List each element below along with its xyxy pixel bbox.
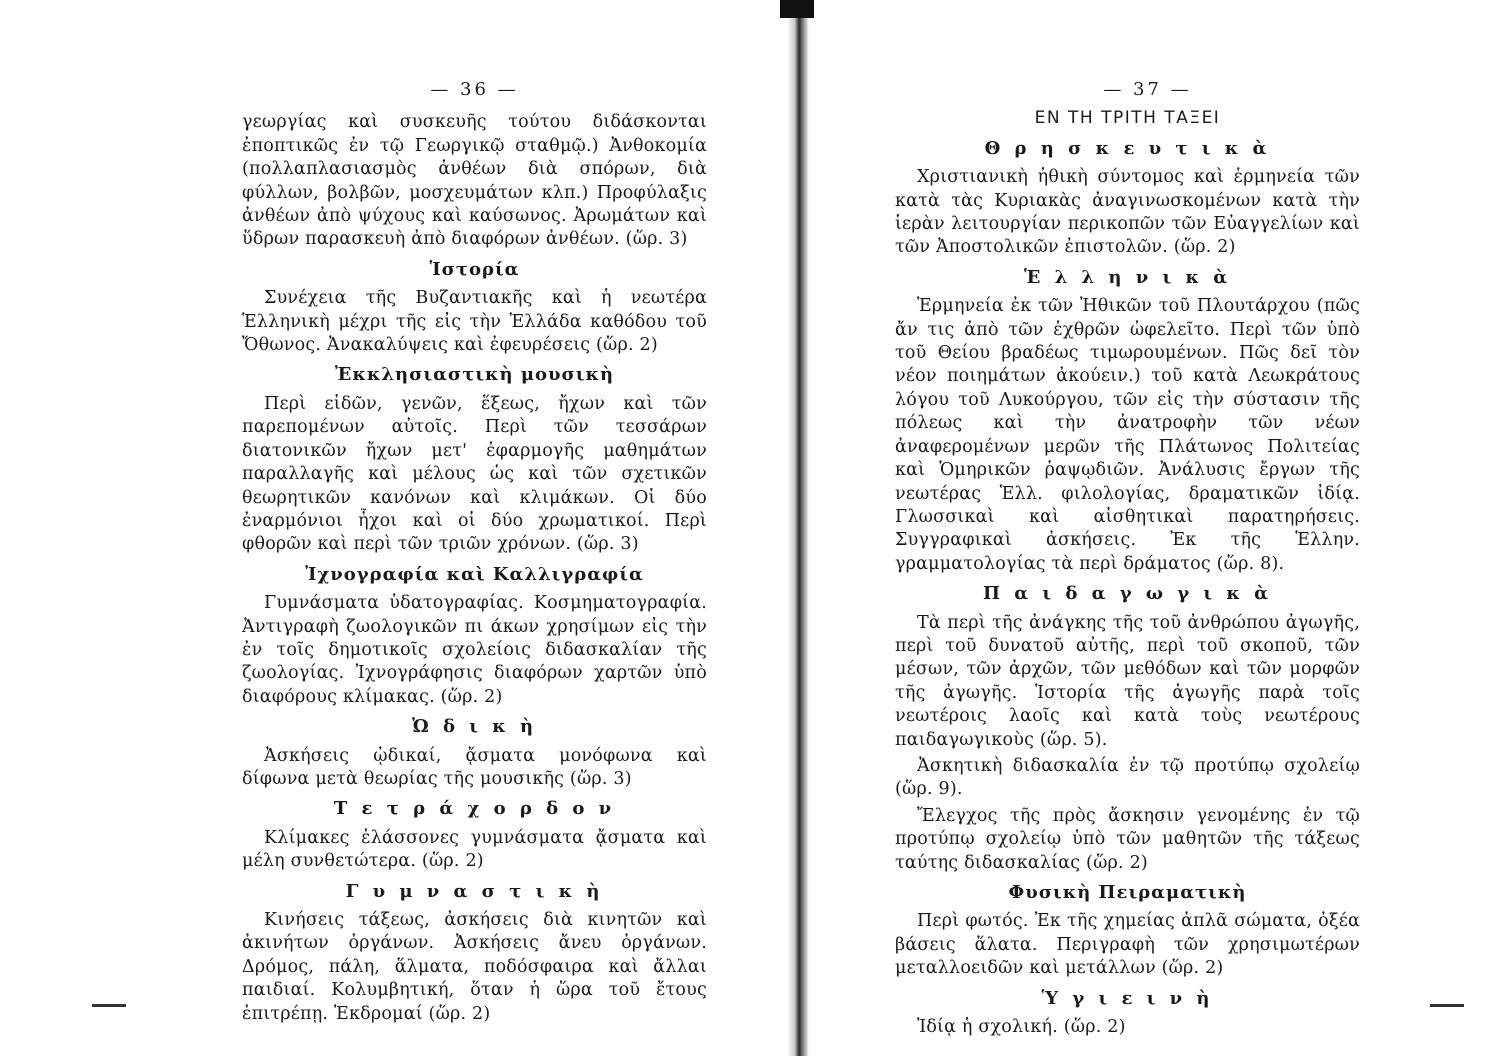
section-text-hygiene: Ἰδίᾳ ἡ σχολική. (ὥρ. 2)	[917, 1017, 1126, 1038]
right-page	[895, 78, 1360, 1042]
section-heading-pedagogy: Π α ι δ α γ ω γ ι κ ὰ	[982, 583, 1273, 605]
section-heading-tetrachord: Τ ε τ ρ ά χ ο ρ δ ο ν	[333, 798, 616, 820]
section-heading-physics: Φυσικὴ Πειραματικὴ	[1008, 882, 1247, 903]
section-text-pedagogy-3: Ἔλεγχος τῆς πρὸς ἄσκησιν γενομένης ἐν τῷ προτύπῳ σχολείῳ ὑπὸ τῶν μαθητῶν τῆς τάξεως ταύτης διδασκαλίας (ὥρ. 2)	[895, 805, 1360, 873]
section-heading-history: Ἱστορία	[429, 258, 520, 280]
page-number: — 36 —	[430, 79, 519, 100]
section-heading-singing: Ὠ δ ι κ ὴ	[411, 716, 538, 738]
section-heading-gymnastics: Γ υ μ ν α σ τ ι κ ὴ	[345, 880, 604, 902]
section-text-greek: Ἑρμηνεία ἐκ τῶν Ἠθικῶν τοῦ Πλουτάρχου (πῶς ἄν τις ἀπὸ τῶν ἐχθρῶν ὠφελεῖτο. Περὶ τῶν ὑπὸ τοῦ Θείου βραδέως τιμωρουμένων. Πῶς δεῖ τὸν νέον ποιημάτων ἀκούειν.) τοῦ κατὰ Λεωκράτους λόγου τοῦ Λυκούργου, τῶν εἰς τὴν σύστασιν τῆς πόλεως καὶ τὴν ἀνατροφὴν τῶν νέων ἀναφερομένων μερῶν τῆς Πλάτωνος Πολιτείας καὶ Ὁμηρικῶν ῥαψῳδιῶν. Ἀνάλυσις ἔργων τῆς νεωτέρας Ἑλλ. φιλολογίας, δραματικῶν ἰδίᾳ. Γλωσσικαὶ καὶ αἰσθητικαὶ παρατηρήσεις. Συγγραφικαὶ ἀσκήσεις. Ἐκ τῆς Ἑλλην. γραμματολογίας τὰ περὶ δράματος (ὥρ. 8).	[895, 296, 1360, 574]
crop-mark	[1430, 1004, 1464, 1007]
section-heading-drawing: Ἰχνογραφία καὶ Καλλιγραφία	[305, 563, 644, 585]
section-text-tetrachord: Κλίμακες ἐλάσσονες γυμνάσματα ᾄσματα καὶ μέλη συνθετώτερα. (ὥρ. 2)	[242, 827, 707, 872]
section-text-religion: Χριστιανικὴ ἠθικὴ σύντομος καὶ ἑρμηνεία τῶν κατὰ τὰς Κυριακὰς ἀναγινωσκομένων κατὰ τὴν ἱερὰν λειτουργίαν περικοπῶν τῶν Εὐαγγελίων καὶ τῶν Ἀποστολικῶν ἐπιστολῶν. (ὥρ. 2)	[895, 167, 1360, 258]
book-gutter	[787, 0, 809, 1056]
section-text-gymnastics: Κινήσεις τάξεως, ἀσκήσεις διὰ κινητῶν καὶ ἀκινήτων ὀργάνων. Ἀσκήσεις ἄνευ ὀργάνων. Δρόμος, πάλη, ἅλματα, ποδόσφαιρα καὶ ἄλλαι παιδιαί. Κολυμβητική, ὅταν ἡ ὥρα τοῦ ἔτους ἐπιτρέπῃ. Ἐκδρομαί (ὥρ. 2)	[242, 910, 707, 1024]
section-heading-greek: Ἑ λ λ η ν ι κ ὰ	[1023, 266, 1232, 288]
page-number: — 37 —	[1103, 79, 1192, 100]
crop-mark	[92, 1004, 126, 1007]
section-text-history: Συνέχεια τῆς Βυζαντιακῆς καὶ ἡ νεωτέρα Ἑλληνικὴ μέχρι τῆς εἰς τὴν Ἑλλάδα καθόδου τοῦ Ὄθωνος. Ἀνακαλύψεις καὶ ἐφευρέσεις (ὥρ. 2)	[242, 288, 707, 356]
class-title: ΕΝ ΤΗ ΤΡΙΤΗ ΤΑΞΕΙ	[1034, 108, 1221, 129]
section-text-church-music: Περὶ εἰδῶν, γενῶν, ἕξεως, ἤχων καὶ τῶν παρεπομένων αὐτοῖς. Περὶ τῶν τεσσάρων διατονικῶν ἤχων μετ' ἐφαρμογῆς μαθημάτων παραλλαγῆς καὶ μέλους ὡς καὶ τῶν σχετικῶν θεωρητικῶν κανόνων καὶ κλιμάκων. Οἱ δύο ἐναρμόνιοι ἦχοι καὶ οἱ δύο χρωματικοί. Περὶ φθορῶν καὶ περὶ τῶν τριῶν χρόνων. (ὥρ. 3)	[242, 393, 707, 555]
section-heading-hygiene: Ὑ γ ι ε ι ν ὴ	[1041, 987, 1214, 1009]
binding-mark	[780, 0, 814, 18]
left-page	[242, 78, 707, 1029]
section-text-singing: Ἀσκήσεις ᾠδικαί, ᾄσματα μονόφωνα καὶ δίφωνα μετὰ θεωρίας τῆς μουσικῆς (ὥρ. 3)	[242, 745, 707, 789]
section-text-physics: Περὶ φωτός. Ἐκ τῆς χημείας ἁπλᾶ σώματα, ὀξέα βάσεις ἅλατα. Περιγραφὴ τῶν χρησιμωτέρων μεταλλοειδῶν καὶ μετάλλων (ὥρ. 2)	[895, 911, 1360, 979]
section-heading-church-music: Ἐκκλησιαστικὴ μουσικὴ	[334, 364, 615, 386]
section-text-pedagogy-2: Ἀσκητικὴ διδασκαλία ἐν τῷ προτύπῳ σχολείῳ (ὥρ. 9).	[895, 755, 1360, 800]
section-text-pedagogy-1: Τὰ περὶ τῆς ἀνάγκης τῆς τοῦ ἀνθρώπου ἀγωγῆς, περὶ τοῦ δυνατοῦ αὐτῆς, περὶ τοῦ σκοποῦ, τῶν μέσων, τῶν ἀρχῶν, τῶν μεθόδων καὶ τῶν μορφῶν τῆς ἀγωγῆς. Ἱστορία τῆς ἀγωγῆς παρὰ τοῖς νεωτέροις λαοῖς καὶ κατὰ τοὺς νεωτέρους παιδαγωγικοὺς (ὥρ. 5).	[895, 612, 1360, 750]
section-text-drawing: Γυμνάσματα ὑδατογραφίας. Κοσμηματογραφία. Ἀντιγραφὴ ζωολογικῶν πι άκων χρησίμων εἰς τὴν ἐν τοῖς δημοτικοῖς σχολείοις διδασκαλίαν τῆς ζωολογίας. Ἰχνογράφησις διαφόρων χαρτῶν ὑπὸ διαφόρους κλίμακας. (ὥρ. 2)	[242, 593, 707, 707]
intro-paragraph: γεωργίας καὶ συσκευῆς τούτου διδάσκονται ἐποπτικῶς ἐν τῷ Γεωργικῷ σταθμῷ.) Ἀνθοκομία (πολλαπλασιασμὸς ἀνθέων διὰ σπόρων, διὰ φύλλων, βολβῶν, μοσχευμάτων κλπ.) Προφύλαξις ἀνθέων ἀπὸ ψύχους καὶ καύσωνος. Ἀρωμάτων καὶ ὕδρων παρασκευὴ ἀπὸ διαφόρων ἀνθέων. (ὥρ. 3)	[242, 112, 707, 250]
section-heading-religion: Θ ρ η σ κ ε υ τ ι κ ὰ	[984, 137, 1271, 159]
